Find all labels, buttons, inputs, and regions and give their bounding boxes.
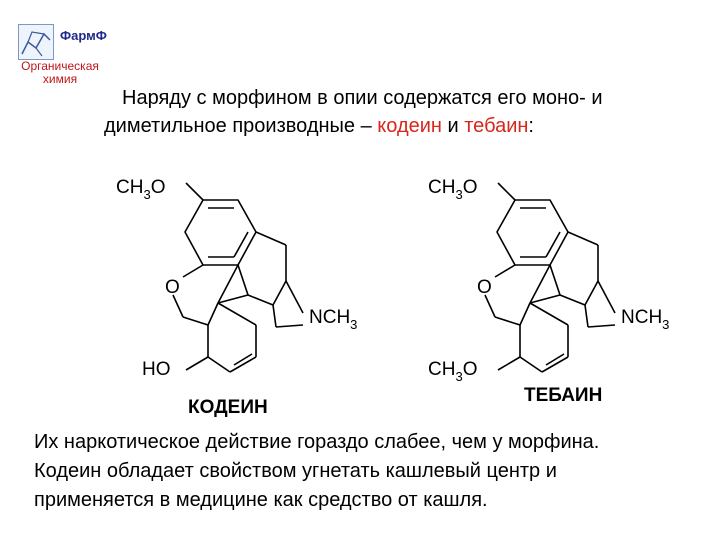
intro-line2-text: диметильное производные – [104, 115, 378, 137]
org-name: ФармФ [60, 28, 107, 43]
molecule-logo-icon [18, 24, 54, 60]
intro-line2 [104, 112, 714, 140]
thebaine-och3-bottom-label: $CH_3O$ [428, 359, 478, 384]
codeine-ho-label: HO [142, 359, 171, 380]
thebaine-name: ТЕБАИН [524, 385, 603, 406]
summary-line2: Кодеин обладает свойством угнетать кашлевый центр и [34, 460, 557, 482]
codeine-och3-label: $CH_3O$ [116, 177, 166, 202]
intro-paragraph [104, 84, 714, 140]
structures-figure [0, 150, 720, 420]
codeine-structure [116, 177, 357, 418]
intro-and: и [441, 115, 465, 137]
org-subtitle-line2: химия [42, 72, 78, 86]
org-subtitle-line1: Органическая [21, 59, 99, 73]
intro-line1: Наряду с морфином в опии содержатся его моно- и [122, 87, 603, 109]
summary-line3: применяется в медицине как средство от кашля. [34, 489, 488, 511]
intro-colon: : [528, 115, 534, 137]
summary-paragraph [34, 428, 714, 515]
thebaine-term: тебаин [464, 115, 529, 137]
thebaine-ring-o-label: O [477, 277, 492, 298]
summary-line1: Их наркотическое действие гораздо слабее, чем у морфина. [34, 431, 600, 453]
codeine-term: кодеин [377, 115, 442, 137]
thebaine-och3-top-label: $CH_3O$ [428, 177, 478, 202]
thebaine-structure [428, 177, 669, 406]
codeine-name: КОДЕИН [188, 397, 268, 418]
thebaine-nch3-label: $NCH_3$ [621, 307, 670, 332]
codeine-nch3-label: $NCH_3$ [309, 307, 358, 332]
org-subtitle [4, 60, 116, 86]
codeine-ring-o-label: O [165, 277, 180, 298]
